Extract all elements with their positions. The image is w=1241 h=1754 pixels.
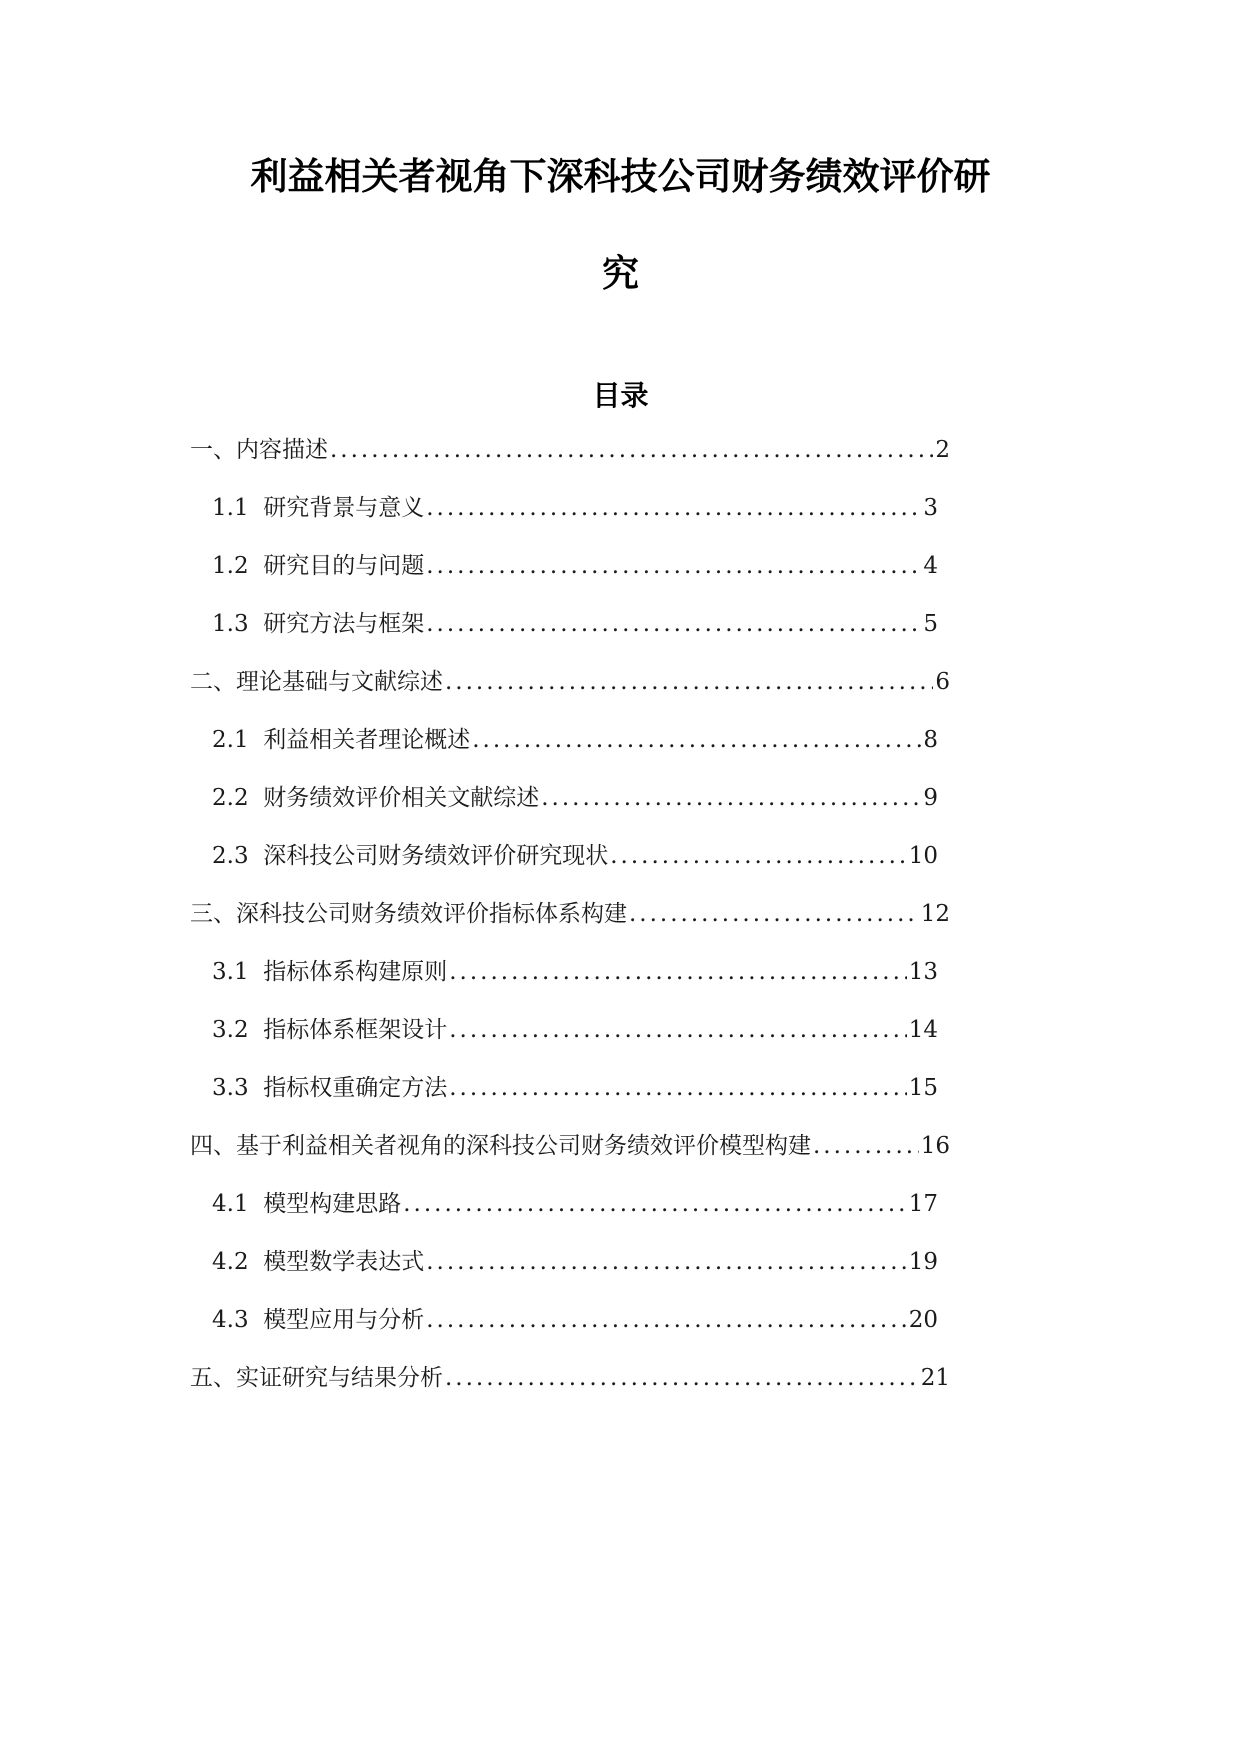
toc-leader-dots — [541, 783, 921, 813]
toc-entry[interactable] — [190, 1363, 950, 1393]
toc-entry[interactable] — [212, 609, 938, 639]
toc-entry[interactable] — [212, 551, 938, 581]
toc-entry[interactable] — [190, 667, 950, 697]
toc-entry-number: 4.3 — [212, 1307, 264, 1333]
toc-entry-page-number: 19 — [908, 1249, 938, 1275]
toc-entry[interactable] — [212, 1247, 938, 1277]
toc-entry-page-number: 12 — [920, 901, 950, 927]
toc-entry[interactable] — [190, 899, 950, 929]
toc-entry-label: 理论基础与文献综述 — [236, 669, 443, 695]
toc-leader-dots — [426, 493, 921, 523]
toc-leader-dots — [610, 841, 907, 871]
toc-entry-label: 模型构建思路 — [263, 1191, 402, 1217]
toc-entry-label: 深科技公司财务绩效评价指标体系构建 — [236, 901, 627, 927]
toc-entry-label: 研究方法与框架 — [263, 611, 425, 637]
toc-entry-number: 4.1 — [212, 1191, 264, 1217]
toc-entry-page-number: 3 — [923, 495, 938, 521]
toc-entry[interactable] — [212, 1189, 938, 1219]
toc-entry-page-number: 8 — [923, 727, 938, 753]
document-title-line1: 利益相关者视角下深科技公司财务绩效评价研 — [250, 154, 991, 198]
toc-entry-label: 基于利益相关者视角的深科技公司财务绩效评价模型构建 — [236, 1133, 811, 1159]
toc-leader-dots — [445, 667, 933, 697]
toc-entry-page-number: 14 — [908, 1017, 938, 1043]
toc-entry-page-number: 4 — [923, 553, 938, 579]
toc-entry-label: 模型数学表达式 — [263, 1249, 425, 1275]
toc-entry[interactable] — [212, 783, 938, 813]
toc-entry-page-number: 17 — [908, 1191, 938, 1217]
toc-leader-dots — [426, 551, 921, 581]
toc-entry-page-number: 13 — [908, 959, 938, 985]
toc-entry-number: 1.1 — [212, 495, 264, 521]
toc-leader-dots — [330, 435, 933, 465]
toc-leader-dots — [445, 1363, 919, 1393]
toc-entry-number: 二、 — [190, 669, 236, 695]
toc-entry-number: 3.2 — [212, 1017, 264, 1043]
toc-leader-dots — [426, 609, 921, 639]
toc-entry-label: 研究目的与问题 — [263, 553, 425, 579]
toc-entry-number: 4.2 — [212, 1249, 264, 1275]
toc-entry[interactable] — [212, 493, 938, 523]
toc-entry-label: 模型应用与分析 — [263, 1307, 425, 1333]
toc-entry-label: 实证研究与结果分析 — [236, 1365, 443, 1391]
toc-entry-page-number: 2 — [935, 437, 950, 463]
toc-entry-label: 内容描述 — [236, 437, 328, 463]
toc-entry[interactable] — [212, 1073, 938, 1103]
toc-entry-number: 四、 — [190, 1133, 236, 1159]
toc-leader-dots — [449, 1073, 907, 1103]
toc-entry[interactable] — [212, 1015, 938, 1045]
toc-entry-label: 深科技公司财务绩效评价研究现状 — [263, 843, 609, 869]
toc-entry-number: 2.3 — [212, 843, 264, 869]
toc-leader-dots — [449, 957, 907, 987]
toc-leader-dots — [426, 1305, 907, 1335]
toc-entry-number: 2.1 — [212, 727, 264, 753]
toc-leader-dots — [426, 1247, 907, 1277]
toc-leader-dots — [472, 725, 921, 755]
toc-entry-label: 研究背景与意义 — [263, 495, 425, 521]
toc-entry[interactable] — [190, 1131, 950, 1161]
toc-entry-label: 财务绩效评价相关文献综述 — [263, 785, 540, 811]
toc-entry-page-number: 15 — [908, 1075, 938, 1101]
toc-entry[interactable] — [212, 1305, 938, 1335]
toc-leader-dots — [629, 899, 919, 929]
toc-entry-number: 1.2 — [212, 553, 264, 579]
toc-entry-page-number: 10 — [908, 843, 938, 869]
toc-heading: 目录 — [592, 379, 649, 412]
document-title-line2: 究 — [602, 251, 639, 295]
toc-entry-page-number: 21 — [920, 1365, 950, 1391]
toc-entry-page-number: 20 — [908, 1307, 938, 1333]
toc-entry-label: 利益相关者理论概述 — [263, 727, 471, 753]
toc-entry-number: 一、 — [190, 437, 236, 463]
toc-entry-page-number: 16 — [920, 1133, 950, 1159]
toc-entry-label: 指标权重确定方法 — [263, 1075, 448, 1101]
toc-entry-page-number: 6 — [935, 669, 950, 695]
toc-entry-page-number: 9 — [923, 785, 938, 811]
toc-entry-page-number: 5 — [923, 611, 938, 637]
toc-leader-dots — [449, 1015, 907, 1045]
toc-entry-number: 3.1 — [212, 959, 264, 985]
toc-entry-label: 指标体系构建原则 — [263, 959, 448, 985]
toc-entry-number: 五、 — [190, 1365, 236, 1391]
toc-entry-number: 2.2 — [212, 785, 264, 811]
toc-entry[interactable] — [212, 725, 938, 755]
toc-entry-number: 3.3 — [212, 1075, 264, 1101]
toc-entry[interactable] — [190, 435, 950, 465]
toc-entry-number: 1.3 — [212, 611, 264, 637]
toc-entry-number: 三、 — [190, 901, 236, 927]
toc-entry[interactable] — [212, 957, 938, 987]
toc-entry[interactable] — [212, 841, 938, 871]
toc-entry-label: 指标体系框架设计 — [263, 1017, 448, 1043]
toc-leader-dots — [403, 1189, 907, 1219]
toc-leader-dots — [813, 1131, 919, 1161]
